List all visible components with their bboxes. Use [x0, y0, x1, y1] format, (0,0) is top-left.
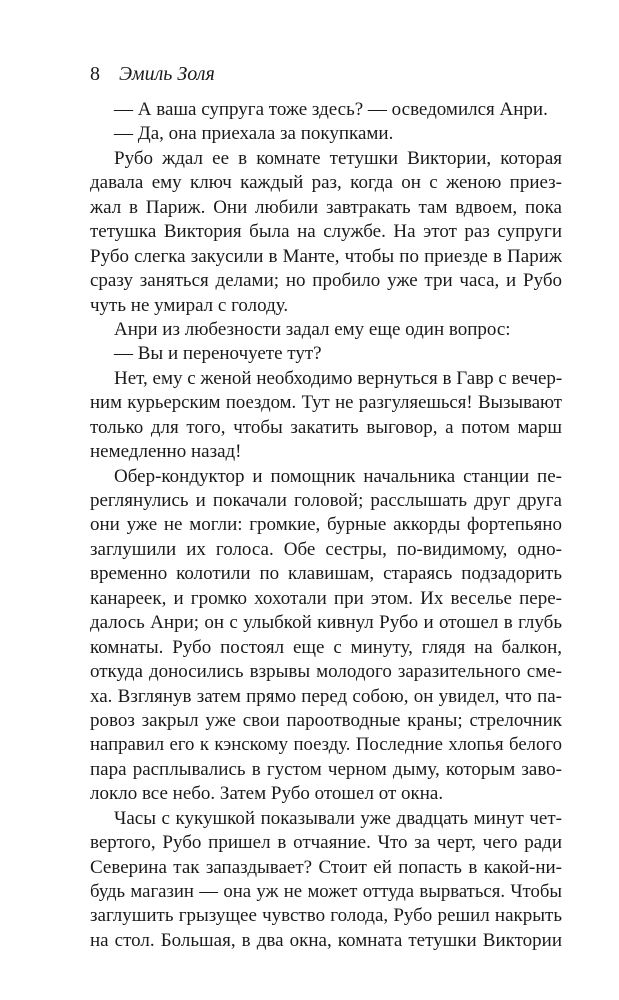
text-line: ним курьерским поездом. Тут не разгуляешься! Вызывают: [90, 392, 562, 414]
text-line: откуда доносились взрывы молодого заразительного сме-: [90, 661, 562, 683]
text-line: тетушка Виктория была на службе. На этот раз супруги: [90, 221, 562, 243]
text-line: заглушить грызущее чувство голода, Рубо решил накрыть: [90, 905, 562, 927]
text-line: локло все небо. Затем Рубо отошел от окна.: [90, 783, 444, 805]
text-line: Рубо слегка закусили в Манте, чтобы по приезде в Париж: [90, 245, 562, 267]
body-text: [90, 98, 562, 953]
text-line: реглянулись и покачали головой; расслышать друг друга: [90, 490, 562, 511]
text-line: ровоз закрыл уже свои пароотводные краны; стрелочник: [90, 709, 562, 731]
text-line: вертого, Рубо пришел в отчаяние. Что за черт, чего ради: [90, 832, 562, 854]
text-line: — Вы и переночуете тут?: [114, 343, 322, 365]
text-line: канареек, и громко хохотали при этом. Их веселье пере-: [90, 587, 562, 609]
text-line: направил его к кэнскому поезду. Последние хлопья белого: [90, 734, 562, 756]
text-line: будь магазин — она уж не может оттуда вырваться. Чтобы: [90, 881, 562, 902]
text-line: на стол. Большая, в два окна, комната тетушки Виктории: [90, 929, 562, 951]
running-head-author: Эмиль Золя: [119, 63, 215, 85]
text-line: временно колотили по клавишам, стараясь подзадорить: [90, 563, 562, 585]
page-number: 8: [90, 63, 100, 85]
text-line: они уже не могли: громкие, бурные аккорды фортепьяно: [90, 514, 562, 536]
text-line: ха. Взглянув затем прямо перед собою, он увидел, что па-: [90, 685, 562, 707]
text-line: — Да, она приехала за покупками.: [114, 123, 394, 145]
text-line: давала ему ключ каждый раз, когда он с женою приез-: [90, 172, 562, 194]
text-line: Часы с кукушкой показывали уже двадцать минут чет-: [114, 807, 562, 829]
text-line: сразу заняться делами; но пробило уже три часа, и Рубо: [90, 270, 562, 292]
text-line: заглушили их голоса. Обе сестры, по-видимому, одно-: [90, 538, 562, 560]
text-line: Анри из любезности задал ему еще один вопрос:: [114, 318, 511, 340]
text-line: только для того, чтобы закатить выговор, а потом марш: [90, 416, 562, 438]
text-line: немедленно назад!: [90, 441, 242, 463]
text-line: пара расплывались в густом черном дыму, которым заво-: [90, 758, 562, 780]
text-line: жал в Париж. Они любили завтракать там вдвоем, пока: [90, 196, 562, 218]
text-line: — А ваша супруга тоже здесь? — осведомился Анри.: [114, 99, 548, 120]
text-line: Нет, ему с женой необходимо вернуться в Гавр с вечер-: [114, 367, 563, 389]
text-line: Обер-кондуктор и помощник начальника станции пе-: [114, 465, 562, 487]
text-line: чуть не умирал с голоду.: [90, 294, 289, 316]
text-line: Рубо ждал ее в комнате тетушки Виктории, которая: [114, 147, 562, 169]
text-line: Северина так запаздывает? Стоит ей попасть в какой-ни-: [90, 856, 562, 878]
running-header: [90, 62, 215, 86]
text-line: комнаты. Рубо постоял еще с минуту, глядя на балкон,: [90, 636, 562, 658]
text-line: далось Анри; он с улыбкой кивнул Рубо и отошел в глубь: [90, 612, 562, 634]
